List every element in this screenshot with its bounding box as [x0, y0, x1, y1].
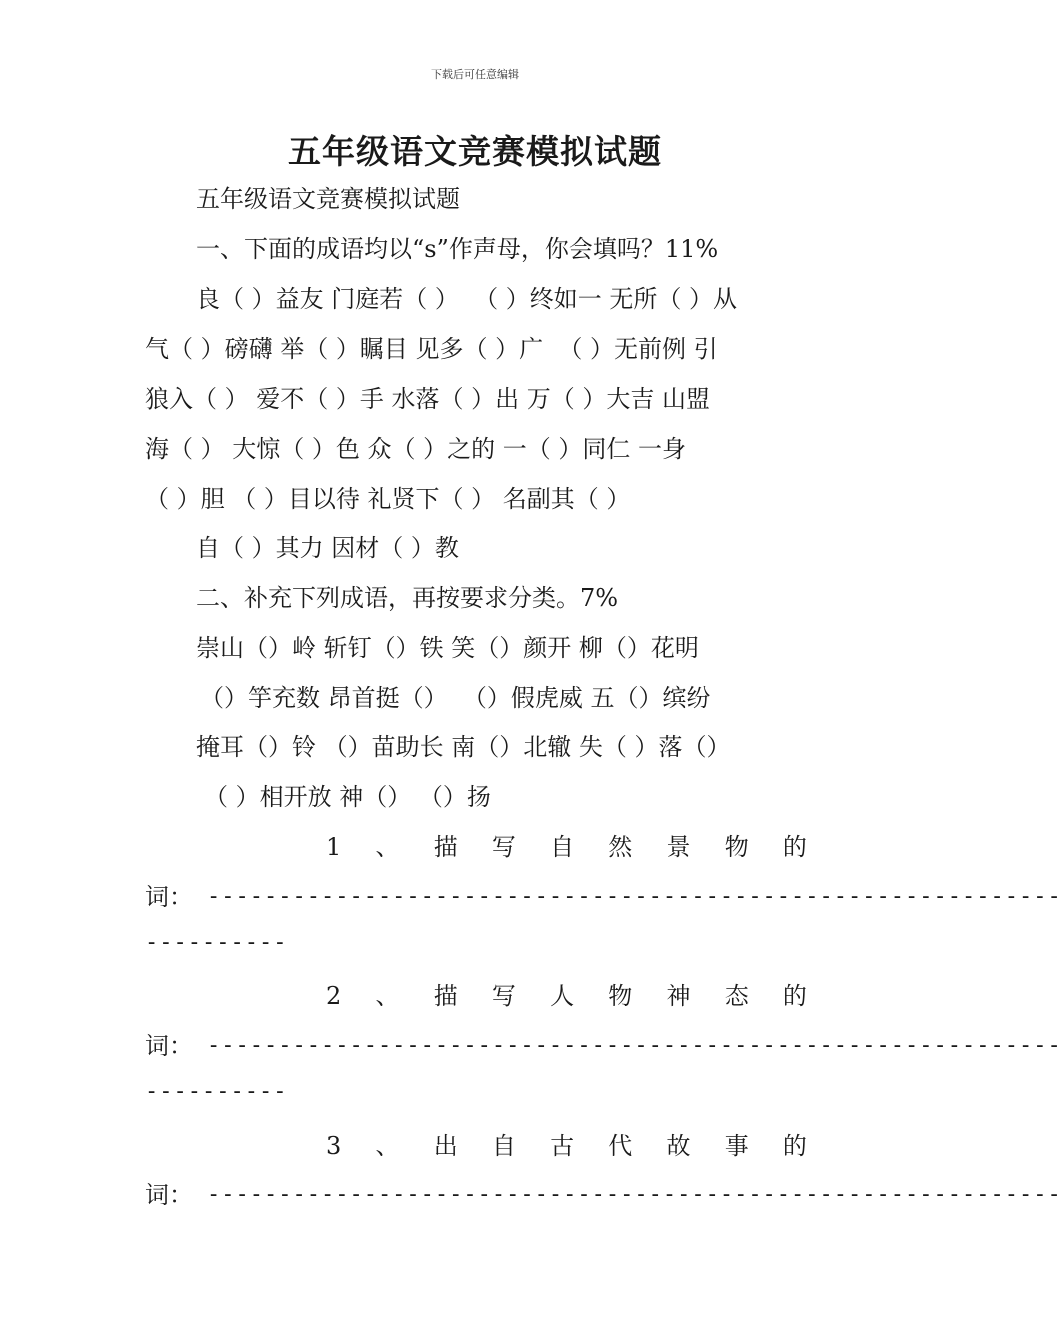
- category-2-char: 人: [550, 982, 575, 1010]
- category-3-answer-line: [145, 1178, 1062, 1212]
- category-1-dash-tail: ----------: [145, 930, 288, 955]
- question-1-line-2: 气（ ）磅礴 举（ ）瞩目 见多（ ）广 （ ）无前例 引: [145, 335, 718, 363]
- category-2-label: [326, 979, 807, 1013]
- subtitle: 五年级语文竞赛模拟试题: [196, 185, 460, 213]
- category-2-word: 词：: [145, 1032, 193, 1060]
- question-1-line-5: （ ）胆 （ ）目以待 礼贤下（ ） 名副其（ ）: [145, 485, 631, 513]
- category-2-dash-tail: ----------: [145, 1079, 288, 1104]
- category-1-answer-line: [145, 880, 1062, 914]
- category-2-char: 的: [782, 982, 807, 1010]
- category-3-char: 、: [375, 1132, 400, 1160]
- category-1-char: 物: [724, 833, 749, 861]
- category-1-label: [326, 830, 807, 864]
- category-3-char: 的: [782, 1132, 807, 1160]
- category-2-answer-line: [145, 1029, 1062, 1063]
- question-1-line-1: 良（ ）益友 门庭若（ ） （ ）终如一 无所（ ）从: [196, 285, 738, 313]
- category-1-char: 、: [375, 833, 400, 861]
- header-note: 下载后可任意编辑: [431, 68, 519, 81]
- category-3-char: 事: [724, 1132, 749, 1160]
- category-2-char: 神: [666, 982, 691, 1010]
- category-1-dashes: ------------------------------------------------------------: [207, 884, 1062, 909]
- category-1-char: 自: [550, 833, 575, 861]
- category-3-char: 古: [550, 1132, 575, 1160]
- category-3-char: 代: [608, 1132, 633, 1160]
- category-1-char: 写: [491, 833, 516, 861]
- category-3-label: [326, 1129, 807, 1163]
- category-1-word: 词：: [145, 883, 193, 911]
- category-2-char: 、: [375, 982, 400, 1010]
- question-1-line-6: 自（ ）其力 因材（ ）教: [196, 534, 459, 562]
- category-2-char: 2: [326, 982, 342, 1010]
- category-3-dashes: ------------------------------------------------------------: [207, 1182, 1062, 1207]
- question-2-heading: 二、补充下列成语，再按要求分类。7%: [196, 584, 619, 612]
- question-1-line-4: 海（ ） 大惊（ ）色 众（ ）之的 一（ ）同仁 一身: [145, 435, 687, 463]
- category-3-char: 出: [433, 1132, 458, 1160]
- question-1-heading: 一、下面的成语均以“s”作声母，你会填吗？11%: [196, 235, 719, 263]
- document-title: 五年级语文竞赛模拟试题: [288, 132, 662, 171]
- category-3-char: 自: [491, 1132, 516, 1160]
- category-3-word: 词：: [145, 1181, 193, 1209]
- category-1-char: 描: [433, 833, 458, 861]
- question-2-line-3: 掩耳（）铃 （）苗助长 南（）北辙 失（ ）落（）: [196, 733, 731, 761]
- category-3-char: 故: [666, 1132, 691, 1160]
- category-2-char: 描: [433, 982, 458, 1010]
- category-2-dashes: ------------------------------------------------------------: [207, 1033, 1062, 1058]
- category-2-char: 写: [491, 982, 516, 1010]
- question-1-line-3: 狼入（ ） 爱不（ ）手 水落（ ）出 万（ ）大吉 山盟: [145, 385, 711, 413]
- category-1-char: 的: [782, 833, 807, 861]
- question-2-line-1: 崇山（）岭 斩钉（）铁 笑（）颜开 柳（）花明: [196, 634, 699, 662]
- category-3-char: 3: [326, 1132, 342, 1160]
- question-2-line-4: （ ）相开放 神（） （）扬: [204, 783, 491, 811]
- question-2-line-2: （）竽充数 昂首挺（） （）假虎威 五（）缤纷: [200, 684, 711, 712]
- category-1-char: 然: [608, 833, 633, 861]
- category-1-char: 1: [326, 833, 342, 861]
- category-1-char: 景: [666, 833, 691, 861]
- category-2-char: 物: [608, 982, 633, 1010]
- category-2-char: 态: [724, 982, 749, 1010]
